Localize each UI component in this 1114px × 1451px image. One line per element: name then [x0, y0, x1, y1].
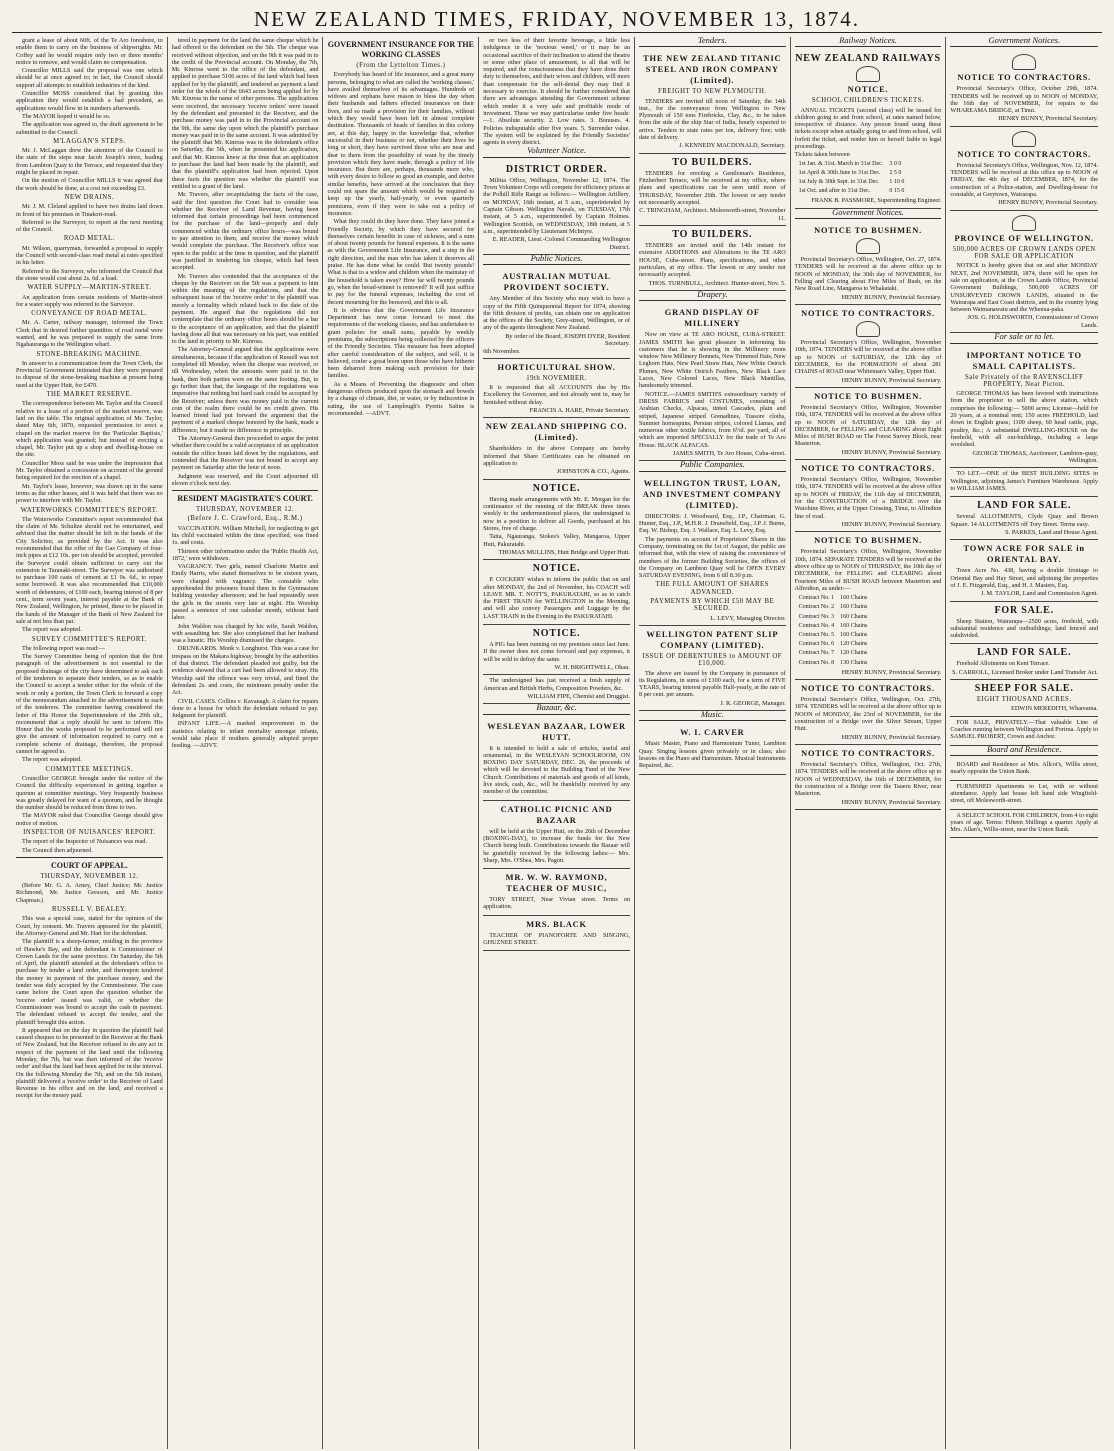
ad-signature: JOS. G. HOLDSWORTH, Commissioner of Crown Lands. — [967, 314, 1098, 329]
subhead: STONE-BREAKING MACHINE. — [36, 350, 143, 358]
contract-no: Contract No. 2 — [798, 604, 835, 611]
paragraph: The application was agreed to, the draft agreement to be submitted to the Council. — [16, 121, 163, 136]
ad-text: Music Master, Piano and Harmonium Tuner, Lambton Quay. Singing lessons given privately or in class; also lessons on the Piano and Harmonium. Musical Instruments Repaired, &c. — [638, 740, 786, 770]
fare-period: 1st July & 30th Sept. to 31st Dec. — [798, 179, 880, 186]
ad-title: MRS. BLACK — [526, 919, 587, 929]
subhead: M'LAGGAN'S STEPS. — [53, 137, 126, 145]
ad-text: TENDERS are invited till noon of Saturday, the 14th inst., for the conveyance from Wellington to New Plymouth of 150 tons Firebricks, Clay, &c., to be taken from the side of the ship Star of India, hourly expected to arrive. Tenders to state rates per ton, delivery free; with date of delivery. — [638, 97, 786, 142]
ad-text: NOTICE.—JAMES SMITH'S extraordinary variety of DRESS FABRICS and COSTUMES, consisting of Arabian Checks, Alpacas, tinted Cascades, plain and striped, Japanese striped Grenadines, Tussore cloths, Summer homespuns, Persian stripes, colored Llamas, and numerous other textile fabrics, from 6½d. per yard, all of which are imported SPECIALLY for the trade of Te Aro House. BLACK ALPACAS. — [638, 390, 786, 449]
ad-title: DISTRICT ORDER. — [505, 163, 608, 175]
paragraph: The MAYOR ruled that Councillor George should give notice of motion. — [16, 812, 163, 827]
ad-text: P. COCKERY wishes to inform the public that on and after MONDAY, the 2nd of November, his COACH will LEAVE MR. T. NOTT'S, PAKURATAHI, so as to catch the FIRST TRAIN for WELLINGTON in the Morning, and will also convey Passengers and Luggage by the LAST TRAIN in the Evening to the PAKURATAHI. — [483, 576, 630, 620]
contract-no: Contract No. 1 — [798, 595, 835, 602]
ad-to-let — [950, 468, 1098, 497]
ad-signature: JOHNSTON & CO., Agents. — [556, 468, 630, 476]
ad-land-1 — [950, 497, 1098, 540]
ad-date: 19th NOVEMBER. — [526, 374, 587, 382]
table-row — [797, 179, 907, 186]
ad-text: Several ALLOTMENTS, Clyde Quay and Brown Square. 14 ALLOTMENTS off Tory Street. Terms easy. — [950, 513, 1098, 528]
contract-length: 160 Chains — [840, 631, 868, 638]
ad-district-order — [483, 161, 630, 255]
ad-title: TO BUILDERS. — [672, 229, 753, 241]
ad-title: NOTICE TO CONTRACTORS. — [801, 684, 935, 694]
fare-period: 1st Oct. and after to 31st Dec. — [798, 188, 871, 195]
ad-title: NOTICE TO CONTRACTORS. — [801, 464, 935, 474]
table-row — [797, 660, 870, 667]
ad-millinery — [639, 304, 786, 461]
ad-title: NOTICE TO BUSHMEN. — [814, 391, 922, 401]
ad-notice-pig — [483, 625, 630, 675]
paragraph: VACCINATION. William Mitchell, for neglecting to get his child vaccinated within the time specified, was fined 1s. and costs. — [171, 524, 319, 547]
ad-text: Militia Office, Wellington, November 12, 1874. The Town Volunteer Corps will compete for efficiency prizes at the Polhill Rifle Range as follows:— Wellington Artillery, on MONDAY, 16th instant, at 5 a.m., superintended by Captain Gibson. Wellington Navals, on TUESDAY, 17th instant, at 5 a.m., superintended by Captain Holmes. Wellington Scottish, on WEDNESDAY, 18th instant, at 5 a.m., superintended by Lieutenant McIntyre. — [483, 176, 630, 235]
ad-signature: HENRY BUNNY, Provincial Secretary. — [841, 448, 942, 456]
column-4 — [479, 37, 635, 1449]
crest-icon — [1012, 54, 1036, 70]
ad-title: NEW ZEALAND RAILWAYS — [795, 53, 941, 65]
ad-builders-1 — [639, 154, 786, 226]
ad-herbs — [483, 675, 630, 704]
ad-notice: NOTICE. — [847, 85, 889, 95]
section-header: Government Notices. — [950, 37, 1098, 47]
ad-text: Taita, Ngauranga, Stokes's Valley, Mangaroa, Upper Hutt, Pakuratahi. — [483, 533, 630, 548]
ad-text: TENDERS are invited until the 14th instant for extensive ADDITIONS and Alterations to the TE ARO HOUSE, Cuba-street. Plans, specifications, and other particulars, at my office. The lowest or any tender not necessarily accepted. — [638, 242, 786, 279]
ad-signature: HENRY BUNNY, Provincial Secretary. — [841, 733, 942, 741]
ad-signature: THOS. TURNBULL, Architect. Hunter-street, Nov. 5. — [648, 279, 786, 287]
ad-notice-mullins — [483, 480, 630, 560]
column-1 — [12, 37, 168, 1449]
paragraph: The Attorney-General argued that the applications were simultaneous, because if the application of Russell was not completed till Monday, when the cheque was received, or till Wednesday, when the amounts were paid in to the bank, then both parties were on the same footing. But, to go further than that, the language of the regulations was imperative that nothing but hard cash could be accepted by the Receiver; unless there was money paid in the current coin of the realm there could be no credit given. His learned friend had put forward the argument that the payment of a marked cheque honored by the bank, made a difference, but it made no difference in principle. — [171, 346, 319, 434]
ad-subtitle: FREIGHT TO NEW PLYMOUTH. — [657, 88, 767, 96]
ad-text: Provincial Secretary's Office, Wellington, November 10th, 1874. SEPARATE TENDERS will be received at the above office up to NOON of THURSDAY, the 10th day of DECEMBER, for FELLING and CLEARING about Fourteen Miles of BUSH ROAD between Masterton and Alfredton, as under:— — [794, 548, 942, 592]
ad-land-2 — [950, 644, 1098, 680]
ad-title: PROVINCE OF WELLINGTON. — [954, 233, 1094, 243]
columns — [12, 37, 1102, 1449]
ad-title: GRAND DISPLAY OF MILLINERY — [664, 308, 760, 329]
ad-title: LAND FOR SALE. — [977, 500, 1072, 512]
dateline: THURSDAY, NOVEMBER 12. — [40, 872, 139, 880]
subhead: WATER SUPPLY—MARTIN-STREET. — [27, 284, 152, 292]
ad-contractors-2 — [795, 460, 942, 532]
ad-signature: HENRY BUNNY, Provincial Secretary. — [841, 376, 942, 384]
ad-board-2 — [950, 781, 1098, 810]
ad-text: DIRECTORS: J. Woodward, Esq., J.P., Chairman. G. Hunter, Esq., J.P., M.H.R. J. Dransfield, Esq., J.P. J. Burne, Esq. W. Bishop, Esq. J. Wallace, Esq. L. Levy, Esq. — [638, 512, 786, 535]
ad-text: Having made arrangements with Mr. E. Morgan for the continuance of the running of the BREAK three times weekly to the undermentioned places, the undersigned is now in a position to deliver all Goods, purchased at his Stores, free of charge. — [483, 495, 630, 532]
ad-text: The payments on account of Proprietors' Shares in this Company, terminating on the 1st of August, the public are informed that, with the view of raising the convenience of members of the former Building Societies, the offices of the Company on Lambton Quay will be OPEN EVERY SATURDAY EVENING, from 6 till 8.30 p.m. — [638, 535, 786, 580]
contract-no: Contract No. 8 — [798, 659, 835, 666]
crest-icon — [1012, 215, 1036, 231]
paragraph: Mr. Taylor's lease, however, was drawn up in the same terms as the other leases, and it was held that there was no power to interfere with Mr. Taylor. — [16, 482, 163, 505]
ad-title: LAND FOR SALE. — [977, 647, 1072, 659]
ad-text: FURNISHED Apartments to Let, with or without attendance. Apply last house left hand side Wingfield-street, off Molesworth-street. — [950, 782, 1098, 805]
article-heading: GOVERNMENT INSURANCE FOR THE WORKING CLASSES — [327, 40, 474, 59]
contract-no: Contract No. 7 — [798, 650, 835, 657]
ad-text: BOARD and Residence at Mrs. Allcot's, Willis street, nearly opposite the Union Bank. — [950, 761, 1098, 776]
ad-text: The undersigned has just received a fresh supply of American and British Herbs, Composition Powders, &c. — [483, 677, 630, 692]
ad-gov-1 — [950, 50, 1098, 127]
ad-signature: W. H. BRIGHTWELL, Ohau. — [554, 663, 630, 671]
column-7 — [946, 37, 1102, 1449]
contract-length: 120 Chains — [840, 641, 868, 648]
ad-signature: By order of the Board, JOSEPH DYER, Resident Secretary. — [505, 332, 630, 348]
ad-text: ANNUAL TICKETS (second class) will be issued for children going to and from school, at rates named below, irrespective of distance. Any person found using these tickets except when actually going to and from school, will forfeit the ticket, and render him or herself liable to legal proceedings. — [794, 106, 942, 151]
ad-horticultural — [483, 359, 630, 419]
ad-title: NOTICE TO CONTRACTORS. — [957, 149, 1092, 159]
dateline: THURSDAY, NOVEMBER 12. — [195, 506, 295, 514]
contract-no: Contract No. 4 — [798, 622, 835, 629]
divider — [16, 857, 163, 858]
divider — [172, 490, 319, 491]
contract-length: 130 Chains — [840, 659, 868, 666]
ad-notice-cockery — [483, 560, 630, 625]
ad-signature: FRANK B. PASSMORE, Superintending Engineer. — [811, 197, 942, 205]
ad-text: NOTICE is hereby given that on and after MONDAY NEXT, 2nd NOVEMBER, 1874, there will be open for sale on application, at the Crown Lands Office, Provincial Government Buildings, 500,000 ACRES OF UNSURVEYED CROWN LANDS, situated in the Wairarapa and East Coast districts, and in the country lying between Waimanawatu and the Whenua-paka. — [950, 262, 1098, 314]
ad-title: NOTICE TO BUSHMEN. — [814, 536, 922, 546]
ad-contractors-1 — [795, 305, 942, 388]
section-header: Music. — [639, 711, 786, 721]
paragraph: or two less of their favorite beverage, a little less indulgence in the 'noxious weed,' or it may be an occasional sacrifice of their inclination to attend the theatre or some other place of amusement, is all that will be required, and the consciousness that they have done their duty to themselves, and their wives and children, will more than compensate for the self-denial they may find it necessary to exercise. It should be further considered that there are advantages attending the Government scheme which render it a very safe and profitable mode of investment. These we may particularise under five heads:—1. Absolute security. 2. Low rates. 3. Bonuses. 4. Policies indisputable after five years. 5. Surrender value. The system will be explained by the Friendly Societies' agents in every district. — [483, 37, 630, 147]
paragraph: (Before Mr. G. A. Arney, Chief Justice; Mr. Justice Richmond, Mr. Justice Gresson, and Mr. Justice Chapman.) — [16, 882, 163, 904]
ad-text: TO LET.—ONE of the BEST BUILDING SITES in Wellington, adjoining James's Furniture Warehouse. Apply to WILLIAM JAMES. — [950, 470, 1098, 492]
contract-length: 160 Chains — [840, 604, 868, 611]
ad-title: NEW ZEALAND SHIPPING CO. (Limited). — [485, 422, 628, 443]
ad-bushmen-1 — [795, 222, 942, 305]
contract-length: 160 Chains — [840, 622, 868, 629]
source-line: (From the Lyttelton Times.) — [356, 62, 446, 69]
ad-title: TOWN ACRE FOR SALE in ORIENTAL BAY. — [963, 544, 1085, 565]
masthead: NEW ZEALAND TIMES, FRIDAY, NOVEMBER 13, 1874. — [12, 6, 1102, 33]
paragraph: What they could do they have done. They have joined a Friendly Society, by which they have secured for themselves certain benefits in case of sickness, and a sum of about twenty pounds for funeral expenses. It is the same as with the Government Life Insurance, and a step in the right direction, and the man who has taken it deserves all praise. He has done what he could. But twenty pounds! What is that to a widow and children when the mainstay of the household is taken away? How far will twenty pounds go, when the bread-winner is removed? It will just suffice to pay for the funeral expenses, including the cost of decent mourning for the bereaved, and this is all. — [327, 218, 475, 306]
ad-subtitle: EIGHT THOUSAND ACRES. — [976, 696, 1072, 704]
ad-subtitle: Sale Privately of the RAVENSCLIFF PROPERTY, Near Picton. — [965, 373, 1084, 388]
paragraph: grant a lease of about 60ft. of the Te Aro foreshore, to enable them to carry on the business of shipwrights. Mr. Coffey said he would require only two or three months' notice to remove, and would claim no compensation. — [16, 37, 163, 66]
ad-title: NOTICE. — [532, 563, 581, 575]
section-header: Volunteer Notice. — [483, 147, 630, 157]
paragraph: The correspondence between Mr. Taylor and the Council relative to a lease of a portion of the market reserve, was laid on the table. The original application of Mr. Taylor, dated May 6th, 1870, requested permission to erect a chapel on the market reserve for the 'Particular Baptists,' which application was granted; but instead of erecting a chapel, Mr. Taylor put up a shop and dwelling-house on the site. — [16, 400, 163, 459]
paragraph: The MAYOR hoped it would be so. — [22, 112, 111, 120]
ad-signature: S. PARKES, Land and House Agent. — [1005, 528, 1098, 536]
ad-carver — [639, 724, 786, 774]
paragraph: The following report was read:— — [22, 644, 105, 652]
ad-subtitle: PAYMENTS BY WHICH £50 MAY BE SECURED. — [650, 597, 775, 613]
paragraph: Councillor GEORGE brought under the notice of the Council the difficulty experienced in getting together a quorum at committee meetings. Very frequently business was greatly delayed for want of a quorum, and he thought the number should be reduced from three to two. — [16, 774, 163, 812]
column-5 — [635, 37, 791, 1449]
section-header: Drapery. — [639, 291, 786, 301]
paragraph: Everybody has heard of life insurance, and a great many persons, belonging to what are called the 'working classes,' have availed themselves of its advantages. Hundreds of widows and orphans have reason to bless the day when their husbands and fathers effected insurances on their lives, and so made a provision for their families, without which they would have been left in almost complete destitution. Thousands of heads of families in this colony are, at this day, happy in the knowledge that, whether successful in their business or not, whether their lives be long or short, they have survived those who are near and dear to them from the possibility of want by the timely provision which they have made, through a policy of life insurance. But there are, perhaps, thousands more who, with every desire to follow so good an example, and derive similar benefits, have arrived at the conclusion that they could not spare the amount which would be required to keep up the yearly, half-yearly, or even quarterly premiums, even if they were to take out a policy of insurance. — [327, 71, 475, 217]
ad-text: will be held at the Upper Hutt, on the 26th of December (BOXING-DAY), to increase the funds for the New Church being built. Contributions towards the Bazaar will be gratefully received by the following ladies:— Mrs. Sharp, Mrs. O'Shea, Mrs. Pagon. — [483, 827, 630, 864]
column-3 — [323, 37, 479, 1449]
ad-title: NOTICE TO CONTRACTORS. — [957, 73, 1092, 83]
contract-no: Contract No. 3 — [798, 613, 835, 620]
ad-text: FOR SALE, PRIVATELY.—That valuable Line of Coaches running between Wellington and Porirua. Apply to SAMUEL PROBERT, Crown and Anchor. — [950, 718, 1098, 741]
ad-signature: HENRY BUNNY, Provincial Secretary. — [841, 293, 942, 301]
ad-titanic-steel — [639, 50, 786, 153]
paragraph: Mr. Travers, after recapitulating the facts of the case, said the first question the Court had to consider was whether the Receiver of Land Revenue, having been informed that certain proceedings had been commenced for the purchase of the land—properly and duly commenced within the ordinary office hours—was bound to pay attention to them, and receive the money which would complete the purchase. The Receiver's office was open to the public at the time in question, and the plaintiff was justified in tendering his cheque, which had been accepted. — [171, 191, 319, 272]
ad-signature: J. M. TAYLOR, Land and Commission Agent. — [980, 590, 1098, 598]
paragraph: This was a special case, stated for the opinion of the Court, by consent. Mr. Travers appeared for the plaintiff, the Attorney-General and Mr. Hart for the defendant. — [16, 915, 163, 937]
ad-black — [483, 916, 630, 952]
ad-text: It is requested that all ACCOUNTS due by His Excellency the Governor, and not already sent in, may be furnished without delay. — [483, 384, 630, 406]
paragraph: Mr. J. McLaggan drew the attention of the Council to the state of the steps near Jacob Joseph's store, leading from Lambton Quay to the Terrace, and requested that they might be placed in repair. — [16, 147, 163, 177]
ad-text: TENDERS for erecting a Gentleman's Residence, Fitzherbert Terrace, will be received at my office, where plans and specifications can be seen until noon of THURSDAY, November 26th. The lowest or any tender not necessarily accepted. — [638, 169, 786, 206]
ad-subtitle: 500,000 ACRES OF CROWN LANDS OPEN FOR SALE OR APPLICATION — [952, 245, 1096, 261]
column-6 — [791, 37, 947, 1449]
ad-text: TEACHER OF PIANOFORTE AND SINGING, GHUZNEE STREET. — [483, 931, 630, 947]
paragraph: Mr. Wilson, quarryman, forwarded a proposal to supply the Council with second-class road metal at rates specified in his letter. — [16, 244, 163, 267]
paragraph: The Attorney-General then proceeded to argue the point whether there could be a valid acceptance of an application outside the office hours laid down by the regulations, and contended that the Receiver was not bound to accept any payment on Saturday after the hour of noon. — [171, 435, 319, 472]
section-header: For sale or to let. — [950, 333, 1098, 343]
paragraph: Referred to the Surveyor, who informed the Council that the stone would cost about 2s. 6d. a load. — [16, 267, 163, 282]
ad-title: FOR SALE. — [994, 604, 1054, 616]
ad-text: Any Member of this Society who may wish to have a copy of the Fifth Quinquennial Report for 1874, showing the fifth division of profits, can obtain one on application at the offices of the Society, Grey-street, Wellington, or of any of the agents throughout New Zealand. — [483, 295, 630, 332]
ad-title: WELLINGTON TRUST, LOAN, AND INVESTMENT COMPANY (LIMITED). — [642, 478, 782, 510]
table-row — [797, 614, 870, 621]
ad-title: TO BUILDERS. — [672, 156, 753, 168]
ad-signature: THOMAS MULLINS, Hutt Bridge and Upper Hutt. — [498, 548, 630, 556]
ad-text: TORY STREET, Near Vivian street. Terms on application. — [483, 896, 630, 911]
ad-text: Provincial Secretary's Office, Wellington, Oct. 27th, 1874. TENDERS will be received at the above office up to NOON of WEDNESDAY, the 16th of DECEMBER, for the construction of a Bridge over the Taueru River, near Masterton. — [794, 761, 942, 798]
ad-for-sale — [950, 602, 1098, 645]
ad-text: Shareholders in the above Company are hereby informed that Share Certificates can be obtained on application to — [483, 445, 630, 468]
ad-bushmen-3 — [795, 532, 942, 680]
ad-bushmen-2 — [795, 388, 942, 460]
ad-text: Provincial Secretary's Office, Wellington, November 10th, 1874. TENDERS will be received at the above office up to NOON of FRIDAY, the 11th day of DECEMBER, for the CONSTRUCTION of a BRIDGE over the Waiohine River, at the Upper Crossing, Tinui, to Alfredton line of road. — [794, 476, 942, 520]
fare-amount: 3 0 0 — [889, 160, 902, 167]
ad-signature: GEORGE THOMAS, Auctioneer, Lambton-quay, Wellington. — [972, 449, 1098, 464]
bench: (Before J. C. Crawford, Esq., R.M.) — [187, 515, 303, 523]
ad-title: IMPORTANT NOTICE TO SMALL CAPITALISTS. — [966, 350, 1082, 371]
paragraph: Mr. J. M. Cleland applied to have two drains laid down in front of his premises in Tinakori-road. — [16, 203, 163, 218]
ad-text: Now on view at TE ARO HOUSE, CUBA-STREET. JAMES SMITH has great pleasure in informing his customers that he is showing in the Millinery room window New Millinery Bonnets, New Trimmed Hats, New Leghorn Hats, New Pearl Straw Hats, New White Ostrich Plumes, New White Ostrich Feathers, New Black Lace Laces, New Colored Laces, New Black Mantillas, handsomely trimmed. — [638, 331, 786, 390]
subhead: SURVEY COMMITTEE'S REPORT. — [31, 635, 147, 643]
column-2 — [168, 37, 324, 1449]
fare-period: 1st April & 30th June to 31st Dec. — [798, 169, 881, 176]
paragraph: The report was adopted. — [22, 626, 82, 634]
table-row — [797, 632, 870, 639]
ad-title: CATHOLIC PICNIC AND BAZAAR — [500, 804, 613, 825]
paragraph: It appeared that on the day in question the plaintiff had caused cheques to be presented to the Receiver at the Bank of New Zealand, but the Receiver refused to do any act in respect of the payment of the land until the following Monday, the 7th, but was then informed of the 'receive order' and that the land had been applied for in the interval. On the following Monday the 7th, and on the 5th instant, plaintiff delivered a 'receive order' to the Receiver of Land Revenue in his office and on the land, and received a receipt for the money paid. — [16, 1026, 163, 1100]
ad-title: HORTICULTURAL SHOW. — [497, 362, 616, 372]
ad-coaches — [950, 717, 1098, 746]
ad-text: Provincial Secretary's Office, Wellington, November 10th, 1874. TENDERS will be received at the above office up to NOON of SATURDAY, the 12th day of DECEMBER, for FELLING and CLEARING about Eight Miles of BUSH ROAD on The Forest Survey Block, near Masterton. — [794, 403, 942, 448]
ad-text: A SELECT SCHOOL FOR CHILDREN, from 4 to eight years of age. Terms: Fifteen Shillings a quarter. Apply at Mrs. Allan's, Willis-street, near the Union Bank. — [950, 811, 1098, 834]
ad-title: AUSTRALIAN MUTUAL PROVIDENT SOCIETY. — [502, 272, 611, 293]
ad-title: NOTICE TO CONTRACTORS. — [801, 749, 935, 759]
paragraph: In answer to a communication from the Town Clerk, the Provincial Government intimated that they were prepared to dispose of the stone-breaking machine at present being used at the Upper Hutt, for £470. — [16, 359, 163, 389]
contract-length: 120 Chains — [840, 650, 868, 657]
ad-signature: HENRY BUNNY, Provincial Secretary. — [998, 115, 1098, 123]
ad-signature: EDWIN MEREDITH, Whareama. — [1011, 705, 1098, 713]
paragraph: Referred to the Surveyor, to report at the next meeting of the Council. — [16, 218, 163, 234]
ad-signature: C. TRINGHAM, Architect. Molesworth-street, November 11. — [639, 207, 786, 222]
ad-shipping — [483, 418, 630, 479]
subhead: ROAD METAL. — [63, 235, 115, 243]
paragraph: On the motion of Councillor MILLS it was agreed that the work should be done, at a cost not exceeding £3. — [16, 177, 163, 192]
contract-length: 160 Chains — [840, 613, 868, 620]
fare-period: 1st Jan. & 31st. March to 31st Dec. — [798, 160, 884, 167]
paragraph: The Council then adjourned. — [22, 846, 93, 854]
crest-icon — [856, 238, 880, 254]
paragraph: The report of the Inspector of Nuisances was read. — [22, 838, 147, 846]
ad-subtitle: SCHOOL CHILDREN'S TICKETS. — [811, 97, 925, 105]
ad-signature: HENRY BUNNY, Provincial Secretary. — [841, 668, 942, 676]
paragraph: As a Means of Preventing the diagnostic and often dangerous effects produced upon the stomach and bowels by a change of climate, diet, or water, or by indiscretion in eating, the use of Lamplough's Pyretic Saline is recommended. —ADVT. — [327, 380, 475, 417]
ad-signature: S. CARROLL, Licensed Broker under Land Transfer Act. — [952, 668, 1098, 676]
ad-catholic-picnic — [483, 801, 630, 869]
paragraph: INFANT LIFE.—A marked improvement in the statistics relating to infant mortality amongst infants, would take place if mothers generally adopted proper feeding. —ADVT. — [171, 720, 319, 750]
section-header: Bazaar, &c. — [483, 704, 630, 714]
case-name: RUSSELL V. BEALEY. — [51, 906, 127, 914]
ad-title: W. I. CARVER — [680, 728, 745, 738]
ad-title: NOTICE TO BUSHMEN. — [814, 226, 922, 236]
paragraph: The Survey Committee being of opinion that the first paragraph of the advertisement is not essential to the proposed drainage of the city have determined to ask each of the tenderers to separate their tenders, so as to enable the Council to accept a tender either for the whole of the work or only a portion, the Town Clerk to forward a copy of the memorandum attached to the advertisement to each of the tenderers. The committee having considered the letter of His Honor the Superintendent of the 29th ult., recommend that a reply should be sent to inform His Honor that the works proposed to be performed will not give the amount of information required to carry out a complete scheme of drainage, therefore, the proposal cannot be agreed to. — [16, 653, 163, 756]
ad-text: Provincial Secretary's Office, Wellington, Nov. 12, 1874. TENDERS will be received at this office up to NOON of FRIDAY, the 4th day of DECEMBER, 1874, for the construction of a Police-station, and Dwelling-house for constable, at Greytown, Wairarapa. — [950, 161, 1098, 199]
ad-text: Sheep Station, Wairarapa—2500 acres, freehold, with substantial residence and outbuildings; land fenced and subdivided. — [950, 617, 1098, 640]
paragraph: VAGRANCY. Two girls, named Charlotte Martin and Emily Harris, who stated themselves to be sixteen years, were charged with vagrancy. The constable who apprehended the prisoners found them in the Gymnasium building yesterday afternoon; and he had repeatedly seen the girls in the streets very late at night. His Worship passed a sentence of one calendar month, without hard labor. — [171, 563, 319, 622]
paragraph: The plaintiff is a sheep-farmer, residing in the province of Hawke's Bay, and the defendant is Commissioner of Crown Lands for the same province. On Saturday, the 5th of April, the plaintiff attended at the defendant's office to purchase by tender a land order, and thereupon tendered the money in payment of the purchase money, and the tender was duly accepted by the Commissioner. The case came before the Court upon the question whether the 'receive order' issued was valid, or whether the Commissioner was bound to accept the cash in payment. The defendant refused to accept the tender, and the plaintiff brought this action. — [16, 938, 163, 1026]
paragraph: Councillor MILLS said the proposal was one which should be at once agreed to; in fact, the Council should support all attempts to establish industries of the kind. — [16, 67, 163, 89]
ad-trust-loan — [639, 475, 786, 626]
ad-school — [950, 810, 1098, 839]
ad-signature: FRANCIS A. HARE, Private Secretary. — [529, 407, 630, 415]
fare-amount: 0 15 0 — [889, 188, 905, 195]
paragraph: Judgment was reserved, and the Court adjourned till eleven o'clock next day. — [171, 472, 319, 487]
ad-title: MR. W. W. RAYMOND, TEACHER OF MUSIC, — [505, 873, 608, 894]
subhead: CONVEYANCE OF ROAD METAL. — [31, 310, 148, 318]
ad-builders-2 — [639, 226, 786, 291]
ad-signature: J. KENNEDY MACDONALD, Secretary. — [679, 142, 786, 150]
crest-icon — [1012, 131, 1036, 147]
section-header: Railway Notices. — [795, 37, 942, 47]
ad-amp-society — [483, 268, 630, 359]
paragraph: The Waterworks Committee's report recommended that the claim of Mr. Schultze should not be entertained, and advised that the matter should be left in the hands of the City Solicitor, as provided by the Act. It was also recommended that the offer of the Gas Company of four-inch pipes at £12 10s. per ton should be accepted, provided the Surveyor could obtain sufficient to carry out the extension in Taranaki-street. The Surveyor was authorised to purchase 100 casts of cement at £1 0s. 6d., to repay some borrowed. It was also recommended that £10,000 worth of debentures, of £100 each, bearing interest of 8 per cent., term seven years, interest payable at the Bank of New Zealand, Wellington, be printed, these to be placed in the hands of the Manager of the Bank of New Zealand for sale at not less than par. — [16, 515, 163, 625]
paragraph: Councillor Moss said he was under the impression that Mr. Taylor obtained a concession on account of the ground being required for the erection of a chapel. — [16, 459, 163, 482]
paragraph: It is obvious that the Government Life Insurance Department has now come forward to meet the requirements of the working classes, and has undertaken to grant policies for small sums, payable by weekly premiums, the subscriptions being collected by the officers of the Friendly Societies. This measure has been adopted after careful consideration of the subject, and will, it is believed, confer a great boon upon those who have hitherto been debarred from making such provision for their families. — [327, 306, 475, 380]
table-row — [797, 170, 907, 177]
ad-title: WELLINGTON PATENT SLIP COMPANY (LIMITED). — [646, 629, 779, 650]
ad-town-acre — [950, 540, 1098, 601]
ad-text: Provincial Secretary's Office, October 29th, 1874. TENDERS will be received up to NOON of MONDAY, the 16th day of NOVEMBER, for repairs to the WHAREAMA BRIDGE, at Tinui. — [950, 85, 1098, 115]
ad-signature: E. READER, Lieut.-Colonel Commanding Wellington District. — [492, 236, 630, 251]
ad-signature: WILLIAM FIPE, Chemist and Druggist. — [527, 692, 630, 700]
table-row — [797, 623, 870, 630]
paragraph: CIVIL CASES. Collins v. Kavanagh. A claim for repairs done to a house for which the defendant refused to pay. Judgment for plaintiff. — [171, 697, 319, 720]
contract-no: Contract No. 6 — [798, 641, 835, 648]
ad-text: A PIG has been running on my premises since last June. If the owner does not come forward and pay expenses, it will be sold to defray the same. — [483, 640, 630, 663]
table-row — [797, 188, 907, 195]
table-row — [797, 604, 870, 611]
paragraph: John Waldon was charged by his wife, Sarah Waldon, with assaulting her. She also complained that her husband was a lunatic. His Worship dismissed the charges. — [171, 622, 319, 645]
table-row — [797, 650, 870, 657]
ad-text: It is intended to hold a sale of articles, useful and ornamental, in the WESLEYAN SCHOOLROOM, ON BOXING DAY SATURDAY, DEC. 26, the proceeds of which will be devoted to the Building Fund of the New Church. Contributions of materials and goods of all kinds, live stock, cash, &c., will be thankfully received by any member of the committee. — [483, 744, 630, 796]
ad-title: WESLEYAN BAZAAR, LOWER HUTT. — [487, 721, 626, 742]
section-header: Government Notices. — [795, 209, 942, 219]
ad-text: Provincial Secretary's Office, Wellington, Oct. 27th, 1874. TENDERS will be received at the above office up to NOON of MONDAY, the 23rd of NOVEMBER, for the construction of a Bridge over the Silver Stream, Upper Hutt. — [794, 696, 942, 733]
crest-icon — [856, 66, 880, 82]
ad-subtitle: ISSUE OF DEBENTURES to AMOUNT OF £10,000. — [642, 652, 783, 668]
paragraph: tered in payment for the land the same cheque which he had offered to the defendant on the 5th. The cheque was received without objection, and on the 9th it was paid in to the credit of the Provincial account. On Monday, the 7th, Mr. Kinross went to the office of the defendant, and applied to purchase 5106 acres of the land which had been applied for by the plaintiff, and tendered as payment a land order for the whole of the 6643 acres being applied for by Mr. Kinross in the name of other persons. The applications were received, the necessary 'receive orders' were issued by the defendant and presented to the Receiver, and the purchase money was paid in to the Provincial account on the 9th, the same day upon which the plaintiff's purchase money was paid in to the same account. It was admitted by the plaintiff that Mr. Kinross was in the defendant's office on Saturday, the 5th, when he presented his application, and that Mr. Kinross knew at the time that an application to purchase the land had been made by the plaintiff, and that the plaintiff's application had been rejected. Upon these facts the question was whether the plaintiff was entitled to a grant of the land. — [171, 37, 319, 190]
contracts-table — [795, 593, 872, 669]
ad-signature: L. LEVY, Managing Director. — [710, 614, 786, 622]
section-header: Public Notices. — [483, 255, 630, 265]
paragraph: Councillor MOSS considered that by granting this application they would establish a bad precedent, as applications would flow in in numbers afterwards. — [16, 90, 163, 112]
ad-wesleyan-bazaar — [483, 718, 630, 801]
ad-title: NOTICE. — [532, 482, 581, 494]
ad-railways — [795, 50, 942, 209]
ad-board-1 — [950, 759, 1098, 781]
ad-subtitle: THE FULL AMOUNT OF SHARES ADVANCED. — [655, 581, 769, 596]
ad-province — [950, 211, 1098, 333]
ad-contractors-3 — [795, 680, 942, 745]
fare-amount: 2 5 0 — [889, 169, 902, 176]
ad-contractors-4 — [795, 745, 942, 810]
ad-gov-2 — [950, 127, 1098, 211]
fares-table — [795, 159, 909, 198]
ad-capitalists — [950, 347, 1098, 469]
ad-text: Provincial Secretary's Office, Wellington, Oct. 27, 1874. TENDERS will be received at the above office up to NOON of MONDAY, the 30th day of NOVEMBER, for Felling and Clearing about Five Miles of Bush, on the New Road Line, Mangaroa to Whakataki. — [794, 256, 942, 293]
contract-no: Contract No. 5 — [798, 631, 835, 638]
table-row — [797, 595, 870, 602]
subhead: WATERWORKS COMMITTEE'S REPORT. — [20, 506, 159, 514]
table-row — [797, 641, 870, 648]
ad-signature: J. R. GEORGE, Manager. — [720, 699, 786, 707]
paragraph: Thirteen other information under the 'Public Health Act, 1872,' were withdrawn. — [171, 547, 319, 562]
contract-length: 160 Chains — [840, 595, 868, 602]
subhead: NEW DRAINS. — [64, 193, 115, 201]
subhead: THE MARKET RESERVE. — [46, 391, 133, 399]
ad-text: Provincial Secretary's Office, Wellington, November 10th, 1874. TENDERS will be received at the above office up to NOON of SATURDAY, the 12th day of DECEMBER, for the FORMATION of about 281 CHAINS of ROAD near Whiteman's Valley, Upper Hutt. — [794, 339, 942, 376]
subhead: INSPECTOR OF NUISANCES' REPORT. — [23, 828, 156, 836]
ad-title: SHEEP FOR SALE. — [974, 683, 1074, 695]
section-header: Public Companies. — [639, 461, 786, 471]
paragraph: An application from certain residents of Martin-street for a water supply was referred to the Surveyor. — [16, 293, 163, 308]
crest-icon — [856, 321, 880, 337]
ad-title: THE NEW ZEALAND TITANIC STEEL AND IRON COMPANY (Limited). — [643, 54, 782, 86]
ad-text: Freehold Allotments on Kent Terrace. — [956, 660, 1050, 668]
ad-signature: HENRY BUNNY, Provincial Secretary. — [841, 520, 942, 528]
section-header: Tenders. — [639, 37, 786, 47]
paragraph: The report was adopted. — [22, 756, 82, 764]
ad-sheep — [950, 680, 1098, 717]
ad-raymond — [483, 869, 630, 916]
ad-text: Town Acre No. 438, having a double frontage to Oriental Bay and Hay Street, and adjoining the properties of J. E. Fitzgerald, Esq., and H. J. Masters, Esq. — [950, 567, 1098, 589]
ad-title: NOTICE TO CONTRACTORS. — [801, 309, 935, 319]
section-header: Board and Residence. — [950, 746, 1098, 756]
paragraph: Mr. A. Carter, railway manager, informed the Town Clerk that in desired further quantities of road metal were wanted, and he was prepared to supply the same from Ngahauranga to the Wellington wharf. — [16, 319, 163, 349]
paragraph: Mr. Travers also contended that the acceptance of the cheque by the Receiver on the 5th was a payment to him within the meaning of the regulations, and that the subsequent issue of the 'receive order' to the plaintiff was merely a formality which related back to the date of the payment. He argued that the regulations did not contemplate that the ordinary office hours should be a bar to the acceptance of an application, and that the plaintiff having done all that was necessary on his part, was entitled to the land in priority to Mr. Kinross. — [171, 272, 319, 346]
paragraph: DRUNKARDS. Monk v. Longhurst. This was a case for trespass on the Makara highway, brought by the authorities of that district. The defendant pleaded not guilty, but the evidence showed that a cart had been allowed to stray. His Worship said the offence was very trivial, and fined the defendant 2s. and costs, the minimum penalty under the Act. — [171, 645, 319, 697]
article-heading: COURT OF APPEAL. — [50, 860, 128, 870]
ad-title: NOTICE. — [532, 627, 581, 639]
fare-amount: 1 10 0 — [889, 179, 905, 186]
ad-patent-slip — [639, 626, 786, 711]
fares-header: Tickets taken between — [794, 151, 850, 159]
ad-text: The above are issued by the Company in pursuance of its Regulations, in sums of £100 each, for a term of FIVE YEARS, bearing interest payable Half-yearly, at the rate of 8 per cent. per annum. — [638, 669, 786, 699]
ad-signature: JAMES SMITH, Te Aro House, Cuba-street. — [672, 450, 786, 458]
article-heading: RESIDENT MAGISTRATE'S COURT. — [177, 494, 313, 504]
ad-text: GEORGE THOMAS has been favored with instructions from the proprietor to sell the above station, which comprises the following:— 5000 acres; License—held for 20 years, at a nominal rent; 150 acres FREEHOLD, laid down in English grass; 1100 sheep, 60 head cattle, pigs, poultry, &c.; A substantial DWELLING-HOUSE on the freehold, with all out-buildings, including a large woolshed. — [950, 390, 1098, 449]
ad-date: 6th November. — [483, 347, 520, 355]
ad-signature: HENRY BUNNY, Provincial Secretary. — [998, 199, 1098, 207]
ad-signature: HENRY BUNNY, Provincial Secretary. — [841, 798, 942, 806]
subhead: COMMITTEE MEETINGS. — [45, 765, 134, 773]
table-row — [797, 161, 907, 168]
